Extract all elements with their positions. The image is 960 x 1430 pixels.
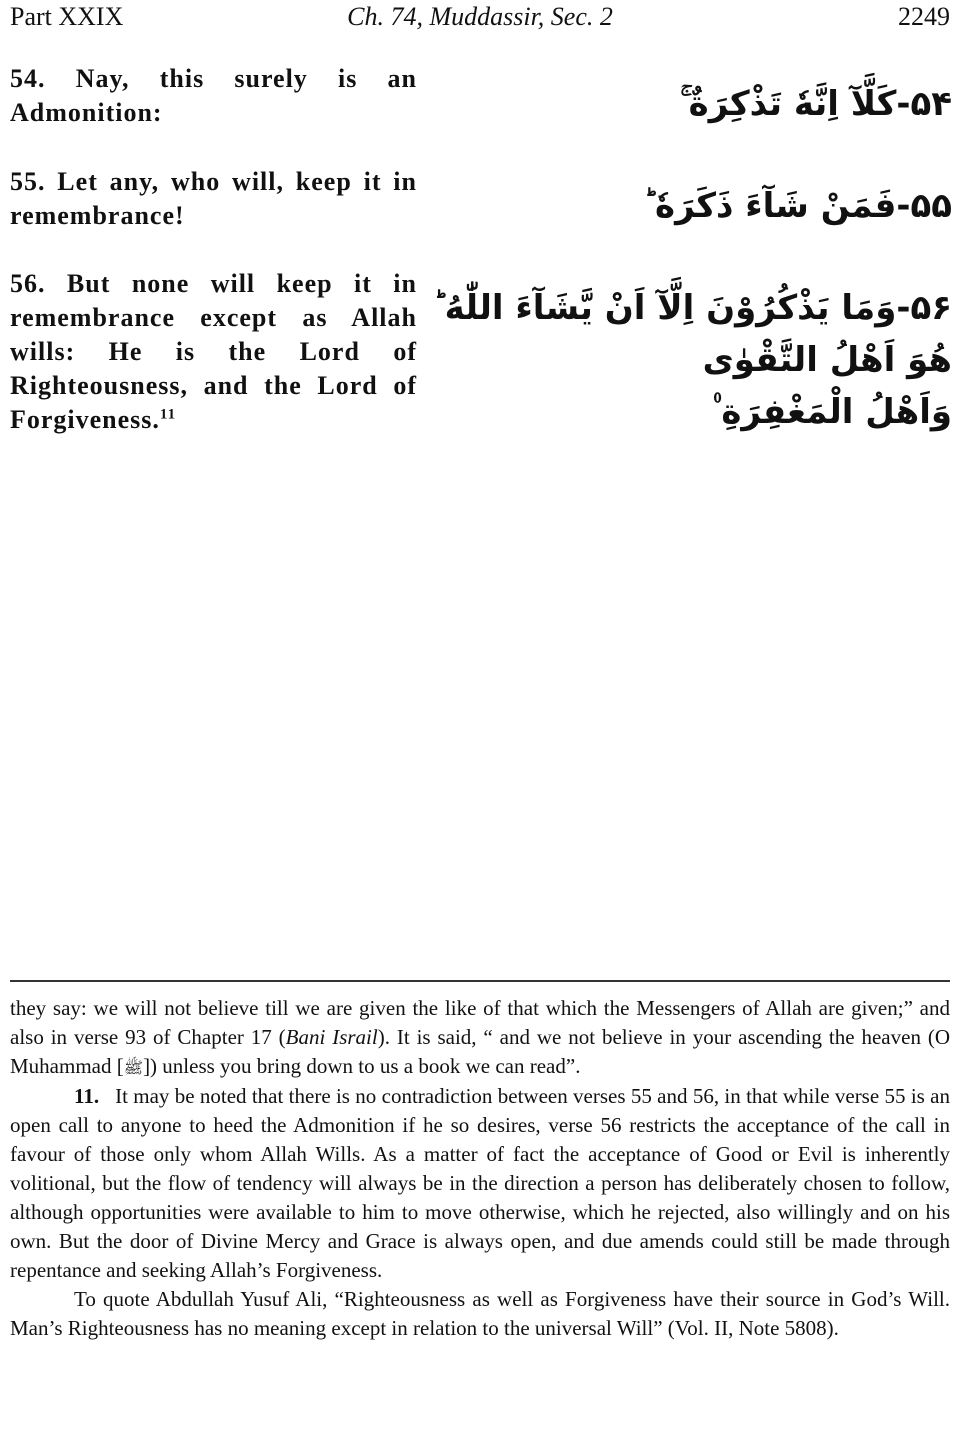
verse-54-arabic xyxy=(532,78,952,130)
page-header xyxy=(0,0,960,40)
verse-54-english xyxy=(10,62,417,130)
footnote-ref-11[interactable]: 11 xyxy=(159,406,177,423)
honorific-glyph: ﷺ xyxy=(123,1058,144,1077)
verse-56-english xyxy=(10,267,417,437)
chapter-title: Ch. 74, Muddassir, Sec. 2 xyxy=(347,2,613,31)
verse-55-text: 55. Let any, who will, keep it in remembrance! xyxy=(10,167,417,230)
footnote-11-text: It may be noted that there is no contradiction between verses 55 and 56, in that while verse 55 is an open call to anyone to heed the Admonition if he so desires, verse 56 restricts the acceptance of the call in favour of those only whom Allah Wills. As a matter of fact the acceptance of Good or Evil is inherently volitional, but the flow of tendency will always be in the direction a person has deliberately chosen to follow, although opportunities were available to him to move otherwise, which he rejected, also willingly and on his own. But the door of Divine Mercy and Grace is always open, and due amends could still be made through repentance and seeking Allah’s Forgiveness. xyxy=(10,1084,950,1282)
footnote-quote: To quote Abdullah Yusuf Ali, “Righteousness as well as Forgiveness have their source in God’s Will. Man’s Righteousness has no meaning except in relation to the universal Will” (Vol. II, Note 5808). xyxy=(10,1287,950,1340)
verse-54-text: 54. Nay, this surely is an Admonition: xyxy=(10,64,417,127)
footnote-11-number: 11. xyxy=(74,1084,100,1108)
verse-55-arabic xyxy=(532,180,952,232)
verse-55-arabic-line: ۵۵-فَمَنْ شَآءَ ذَكَرَهٗ ؕ xyxy=(643,186,952,226)
footnote-11 xyxy=(10,1082,950,1285)
verse-56-arabic-line-1: ۵۶-وَمَا يَذْكُرُوْنَ اِلَّآ اَنْ يَّشَآءَ اللّٰهُ ؕ xyxy=(432,288,952,328)
footnote-divider xyxy=(10,980,950,982)
verse-56-text: 56. But none will keep it in remembrance except as Allah wills: He is the Lord of Righteousness, and the Lord of Forgiveness. xyxy=(10,269,417,434)
footnote-continuation: they say: we will not believe till we are given the like of that which the Messengers of Allah are given;” and also in verse 93 of Chapter 17 (Bani Israil). It is said, “ and we not believe in your ascending the heaven (O Muhammad [ﷺ]) unless you bring down to us a book we can read”. xyxy=(10,996,950,1078)
verse-56-arabic xyxy=(432,282,952,438)
verse-56-arabic-line-2: هُوَ اَهْلُ التَّقْوٰى xyxy=(702,340,952,380)
verse-54-arabic-line: ۵۴-كَلَّآ اِنَّهٗ تَذْكِرَةٌ ۚ xyxy=(680,84,952,124)
part-label: Part XXIX xyxy=(10,2,124,31)
footnotes xyxy=(10,994,950,1343)
surah-name: Bani Israil xyxy=(285,1025,378,1049)
page-number: 2249 xyxy=(898,2,950,31)
verse-55-english xyxy=(10,165,417,233)
verse-56-arabic-line-3: وَاَهْلُ الْمَغْفِرَةِ ۠ xyxy=(712,392,952,432)
